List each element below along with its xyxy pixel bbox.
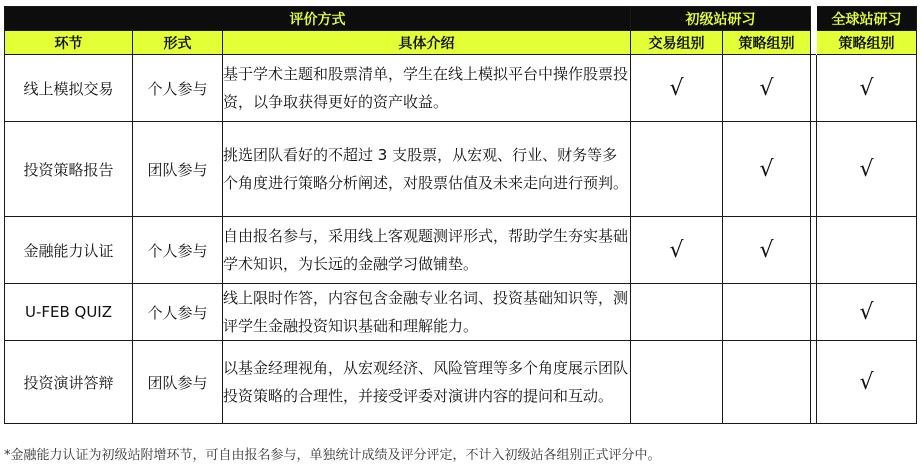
detail-cell: 自由报名参与，采用线上客观题测评形式，帮助学生夯实基础学术知识，为长远的金融学习做铺垫。 xyxy=(223,217,631,284)
form-cell: 个人参与 xyxy=(133,284,223,341)
detail-cell: 挑选团队看好的不超过 3 支股票，从宏观、行业、财务等多个角度进行策略分析阐述，对股票估值及未来走向进行预判。 xyxy=(223,122,631,217)
check-mark-global-strategy: √ xyxy=(817,284,917,341)
header-junior-station: 初级站研习 xyxy=(631,7,811,31)
check-mark-strategy: √ xyxy=(723,217,811,284)
check-mark-trade xyxy=(631,122,723,217)
check-mark-trade: √ xyxy=(631,217,723,284)
check-mark-global-strategy xyxy=(817,217,917,284)
col-header-form: 形式 xyxy=(133,31,223,55)
table-row xyxy=(5,55,917,122)
col-header-trade-group: 交易组别 xyxy=(631,31,723,55)
form-cell: 个人参与 xyxy=(133,55,223,122)
header-group-row xyxy=(5,7,917,31)
check-mark-trade xyxy=(631,341,723,424)
stage-cell: 线上模拟交易 xyxy=(5,55,133,122)
check-mark-global-strategy: √ xyxy=(817,341,917,424)
check-mark-trade xyxy=(631,284,723,341)
check-mark-strategy: √ xyxy=(723,122,811,217)
check-mark-trade: √ xyxy=(631,55,723,122)
stage-cell: 金融能力认证 xyxy=(5,217,133,284)
stage-cell: 投资演讲答辩 xyxy=(5,341,133,424)
form-cell: 个人参与 xyxy=(133,217,223,284)
check-mark-strategy: √ xyxy=(723,55,811,122)
detail-cell: 基于学术主题和股票清单，学生在线上模拟平台中操作股票投资，以争取获得更好的资产收益。 xyxy=(223,55,631,122)
table-row xyxy=(5,284,917,341)
detail-cell: 线上限时作答，内容包含金融专业名词、投资基础知识等，测评学生金融投资知识基础和理解能力。 xyxy=(223,284,631,341)
col-header-detail: 具体介绍 xyxy=(223,31,631,55)
table-row xyxy=(5,341,917,424)
check-mark-global-strategy: √ xyxy=(817,55,917,122)
col-header-global-strategy-group: 策略组别 xyxy=(817,31,917,55)
check-mark-strategy xyxy=(723,284,811,341)
col-header-strategy-group: 策略组别 xyxy=(723,31,811,55)
header-global-station: 全球站研习 xyxy=(817,7,917,31)
evaluation-table xyxy=(4,6,917,424)
stage-cell: 投资策略报告 xyxy=(5,122,133,217)
header-eval-method: 评价方式 xyxy=(5,7,631,31)
check-mark-global-strategy: √ xyxy=(817,122,917,217)
table-row xyxy=(5,217,917,284)
footnote: *金融能力认证为初级站附增环节，可自由报名参与，单独统计成绩及评分评定，不计入初级站各组别正式评分中。 xyxy=(4,448,661,463)
table-row xyxy=(5,122,917,217)
stage-cell: U-FEB QUIZ xyxy=(5,284,133,341)
detail-cell: 以基金经理视角，从宏观经济、风险管理等多个角度展示团队投资策略的合理性，并接受评委对演讲内容的提问和互动。 xyxy=(223,341,631,424)
header-column-row xyxy=(5,31,917,55)
form-cell: 团队参与 xyxy=(133,122,223,217)
check-mark-strategy xyxy=(723,341,811,424)
form-cell: 团队参与 xyxy=(133,341,223,424)
col-header-stage: 环节 xyxy=(5,31,133,55)
